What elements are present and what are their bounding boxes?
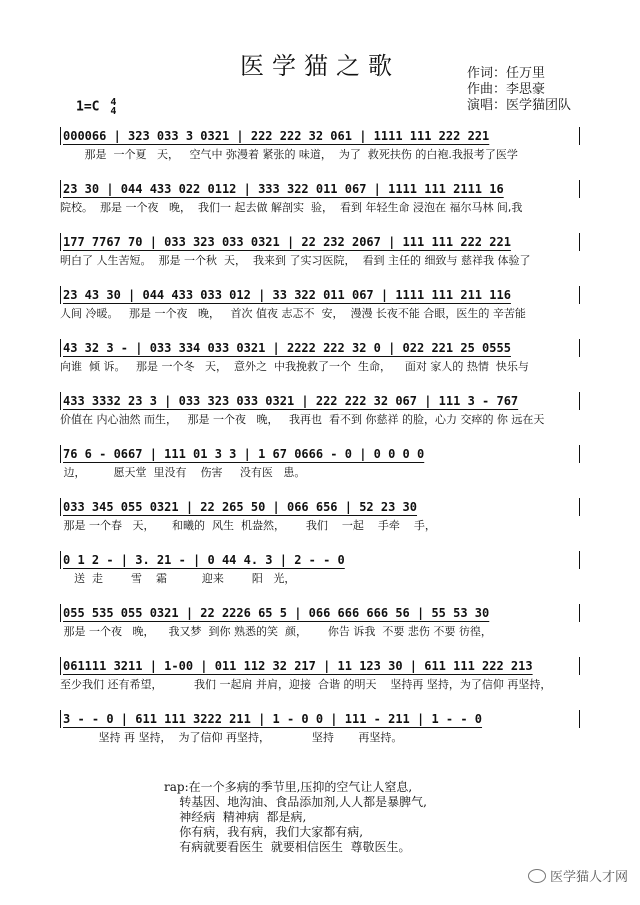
- notation-line: 177 7767 70 | 033 323 033 0321 | 22 232 2067 | 111 111 222 221: [60, 233, 580, 251]
- notation-line: 0 1 2 - | 3. 21 - | 0 44 4. 3 | 2 - - 0: [60, 551, 580, 569]
- score-row: [60, 339, 580, 375]
- score-row: [60, 286, 580, 322]
- time-sig-top: 4: [110, 97, 117, 108]
- score-row: [60, 233, 580, 269]
- lyrics-line: 那是 一个夏 天， 空气中 弥漫着 紧张的 味道， 为了 救死扶伤 的白袍.我报考了医学: [60, 148, 518, 161]
- notation-line: 43 32 3 - | 033 334 033 0321 | 2222 222 32 0 | 022 221 25 0555: [60, 339, 580, 357]
- notation-line: 033 345 055 0321 | 22 265 50 | 066 656 | 52 23 30: [60, 498, 580, 516]
- key-label: 1=C: [76, 99, 100, 115]
- lyrics-line: 人间 冷暖。 那是 一个夜 晚， 首次 值夜 志忑不 安， 漫漫 长夜不能 合眼，医生的 辛苦能: [60, 307, 526, 320]
- score-row: [60, 445, 580, 481]
- score-row: [60, 498, 580, 534]
- song-title: 医学猫之歌: [240, 52, 400, 80]
- time-signature: [110, 98, 116, 116]
- watermark: [528, 866, 628, 885]
- lyrics-line: 那是 一个春 天， 和曦的 风生 机盎然， 我们 一起 手牵 手，: [60, 519, 436, 532]
- rap-lyrics: rap:在一个多病的季节里,压抑的空气让人窒息, 转基因、地沟油、食品添加剂,人人都是暴脾气, 神经病 精神病 都是病, 你有病，我有病，我们大家都有病, 有病就要看医生 就要相信医生 尊敬医生。: [164, 780, 427, 854]
- notation-line: 3 - - 0 | 611 111 3222 211 | 1 - 0 0 | 111 - 211 | 1 - - 0: [60, 710, 580, 728]
- credits: [467, 66, 571, 114]
- score-row: [60, 710, 580, 746]
- lyrics-line: 送 走 雪 霜 迎来 阳 光，: [60, 572, 296, 585]
- lyrics-line: 边， 愿天堂 里没有 伤害 没有医 患。: [60, 466, 306, 479]
- score-row: [60, 127, 580, 163]
- performer-credit: 演唱：医学猫团队: [467, 98, 572, 113]
- watermark-text: 医学猫人才网: [549, 870, 628, 885]
- score-row: [60, 604, 580, 640]
- lyrics-line: 向谁 倾 诉。 那是 一个冬 天， 意外之 中我挽救了一个 生命， 面对 家人的 热情 快乐与: [60, 360, 529, 373]
- wechat-icon: [528, 869, 546, 883]
- score-row: [60, 180, 580, 216]
- notation-line: 23 43 30 | 044 433 033 012 | 33 322 011 067 | 1111 111 211 116: [60, 286, 580, 304]
- lyrics-line: 坚持 再 坚持， 为了信仰 再坚持， 坚持 再坚持。: [60, 731, 403, 744]
- composer-credit: 作曲：李思豪: [467, 82, 546, 97]
- score-row: [60, 551, 580, 587]
- notation-line: 76 6 - 0667 | 111 01 3 3 | 1 67 0666 - 0 | 0 0 0 0: [60, 445, 580, 463]
- notation-line: 055 535 055 0321 | 22 2226 65 5 | 066 666 666 56 | 55 53 30: [60, 604, 580, 622]
- notation-line: 000066 | 323 033 3 0321 | 222 222 32 061 | 1111 111 222 221: [60, 127, 580, 145]
- lyrics-line: 那是 一个夜 晚， 我又梦 到你 熟悉的笑 颜， 你告 诉我 不要 悲伤 不要 彷徨，: [60, 625, 492, 638]
- score-row: [60, 392, 580, 428]
- score-row: [60, 657, 580, 693]
- lyricist-credit: 作词：任万里: [467, 66, 546, 81]
- lyrics-line: 院校。 那是 一个夜 晚， 我们一 起去做 解剖实 验， 看到 年轻生命 浸泡在 福尔马林 间,我: [60, 201, 523, 214]
- notation-line: 061111 3211 | 1-00 | 011 112 32 217 | 11 123 30 | 611 111 222 213: [60, 657, 580, 675]
- notation-line: 23 30 | 044 433 022 0112 | 333 322 011 067 | 1111 111 2111 16: [60, 180, 580, 198]
- lyrics-line: 价值在 内心油然 而生， 那是 一个夜 晚， 我再也 看不到 你慈祥 的脸，心力 交瘁的 你 远在天: [60, 413, 545, 426]
- notation-line: 433 3332 23 3 | 033 323 033 0321 | 222 222 32 067 | 111 3 - 767: [60, 392, 580, 410]
- lyrics-line: 至少我们 还有希望， 我们 一起肩 并肩，迎接 合谐 的明天 坚持再 坚持，为了信仰 再坚持，: [60, 678, 552, 691]
- lyrics-line: 明白了 人生苦短。 那是 一个秋 天， 我来到 了实习医院， 看到 主任的 细致与 慈祥我 体验了: [60, 254, 531, 267]
- key-signature: [76, 98, 116, 116]
- time-sig-bottom: 4: [110, 106, 117, 117]
